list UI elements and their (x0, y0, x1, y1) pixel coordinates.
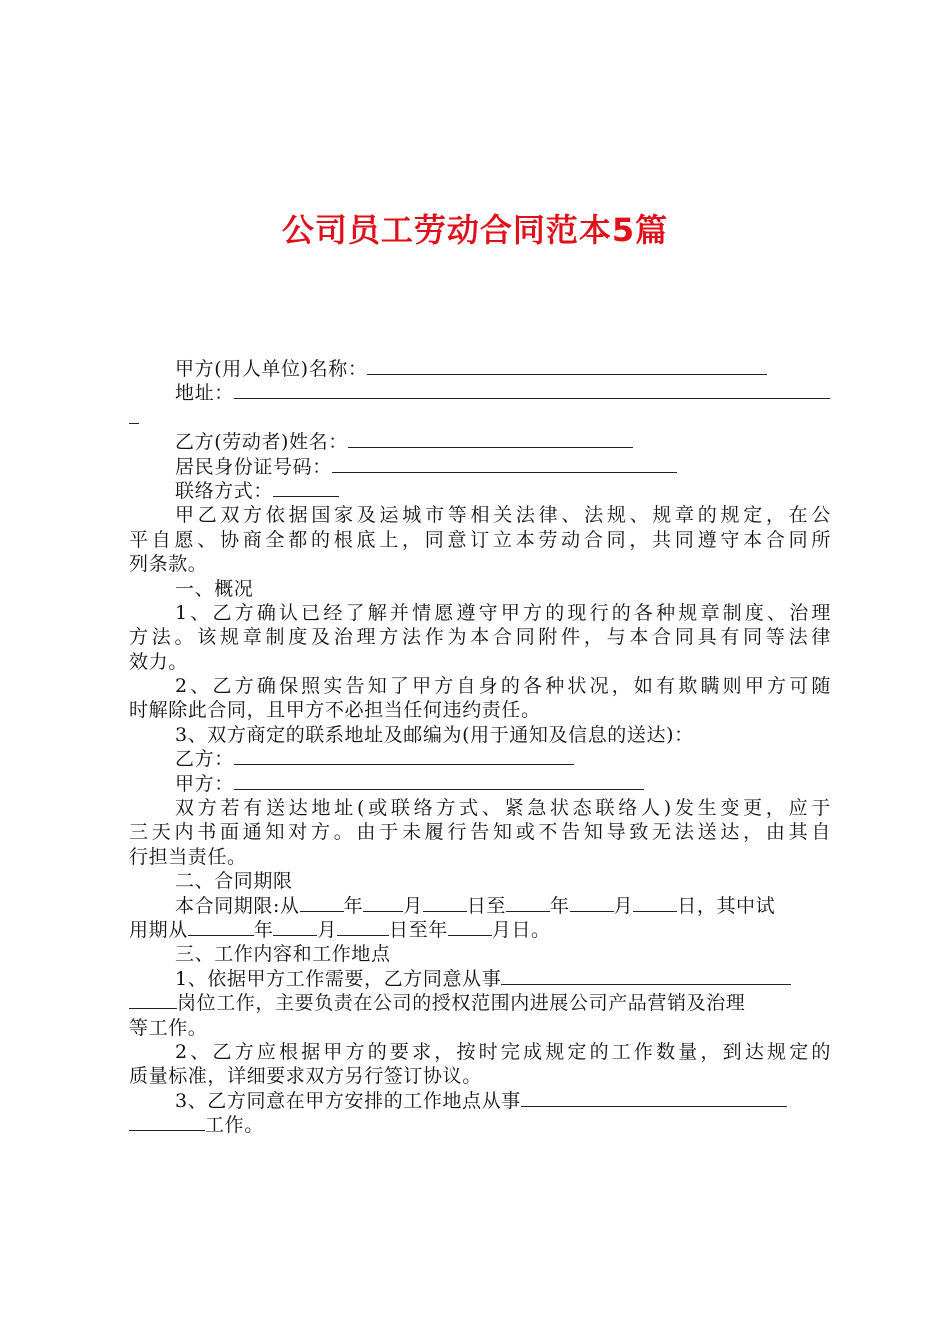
paragraph-line: 等工作。 (129, 1016, 208, 1039)
date-blank[interactable] (633, 894, 677, 912)
section-heading: 一、概况 (175, 577, 254, 600)
paragraph-line: 质量标准，详细要求双方另行签订协议。 (129, 1065, 482, 1088)
date-blank[interactable] (188, 918, 254, 936)
section-heading: 三、工作内容和工作地点 (175, 943, 391, 966)
address-blank-tail (129, 413, 139, 424)
date-blank[interactable] (423, 894, 467, 912)
paragraph-line: 2、乙方应根据甲方的要求，按时完成规定的工作数量，到达规定的 (175, 1040, 831, 1063)
date-blank[interactable] (506, 894, 550, 912)
duty-text: 1、依据甲方工作需要，乙方同意从事 (175, 967, 502, 990)
party-b-address-line (129, 747, 831, 771)
contact-label: 联络方式： (175, 479, 274, 502)
party-a-name-label: 甲方(用人单位)名称： (175, 358, 368, 380)
intro-line: 甲乙双方依据国家及运城市等相关法律、法规、规章的规定，在公 (175, 504, 831, 527)
party-a-name-line (129, 357, 831, 381)
date-blank[interactable] (363, 894, 403, 912)
contact-line (129, 479, 831, 503)
paragraph-line: 行担当责任。 (129, 845, 247, 868)
term-text: 日至年 (389, 918, 448, 941)
paragraph-line: 效力。 (129, 650, 188, 673)
section-heading: 二、合同期限 (175, 870, 293, 893)
paragraph-line: 2、乙方确保照实告知了甲方自身的各种状况，如有欺瞒则甲方可随 (175, 675, 831, 698)
term-line (129, 918, 831, 942)
party-a-address-line (129, 772, 831, 796)
workplace-blank[interactable] (521, 1089, 787, 1107)
party-a-address-blank[interactable] (234, 772, 644, 790)
paragraph-line (129, 967, 831, 991)
paragraph-line: 3、双方商定的联系地址及邮编为(用于通知及信息的送达)： (175, 723, 694, 746)
position-blank[interactable] (129, 991, 177, 1009)
party-b-name-label: 乙方(劳动者)姓名： (175, 431, 348, 454)
term-text: 日，其中试 (677, 894, 776, 917)
term-text: 日至 (466, 894, 507, 917)
id-number-blank[interactable] (332, 455, 677, 473)
term-text: 月 (317, 918, 338, 941)
workplace-blank[interactable] (129, 1113, 205, 1131)
paragraph-line: 双方若有送达地址(或联络方式、紧急状态联络人)发生变更，应于 (175, 797, 831, 820)
paragraph-line: 三天内书面通知对方。由于未履行告知或不告知导致无法送达，由其自 (129, 821, 831, 844)
term-line (129, 894, 831, 918)
duty-text: 岗位工作，主要负责在公司的授权范围内进展公司产品营销及治理 (177, 992, 746, 1015)
workplace-text: 工作。 (205, 1114, 264, 1137)
address-continuation (129, 406, 831, 430)
term-text: 年 (343, 894, 364, 917)
document-title: 公司员工劳动合同范本5篇 (281, 211, 669, 249)
party-b-address-label: 乙方： (175, 748, 234, 771)
date-blank[interactable] (448, 918, 492, 936)
party-a-address-label: 甲方： (175, 772, 234, 795)
workplace-text: 3、乙方同意在甲方安排的工作地点从事 (175, 1089, 521, 1112)
paragraph-line: 1、乙方确认已经了解并情愿遵守甲方的现行的各种规章制度、治理 (175, 601, 831, 624)
date-blank[interactable] (273, 918, 317, 936)
term-text: 月 (403, 894, 423, 917)
date-blank[interactable] (300, 894, 344, 912)
intro-line: 平自愿、协商全都的根底上，同意订立本劳动合同，共同遵守本合同所 (129, 528, 831, 551)
contract-body (129, 357, 831, 1138)
id-number-label: 居民身份证号码： (175, 455, 332, 478)
paragraph-line: 时解除此合同，且甲方不必担当任何违约责任。 (129, 699, 541, 722)
party-b-name-line (129, 430, 831, 454)
paragraph-line: 方法。该规章制度及治理方法作为本合同附件，与本合同具有同等法律 (129, 626, 831, 649)
position-blank[interactable] (501, 967, 791, 985)
party-b-address-blank[interactable] (234, 747, 574, 765)
paragraph-line (129, 1113, 831, 1137)
term-text: 年 (253, 918, 274, 941)
address-line (129, 381, 831, 405)
term-text: 本合同期限:从 (175, 894, 300, 917)
address-label: 地址： (175, 382, 234, 405)
intro-line: 列条款。 (129, 553, 208, 576)
term-text: 月日。 (491, 918, 551, 941)
contact-blank[interactable] (273, 479, 339, 497)
address-blank[interactable] (234, 381, 830, 399)
date-blank[interactable] (337, 918, 389, 936)
paragraph-line (129, 991, 831, 1015)
id-number-line (129, 455, 831, 479)
party-b-name-blank[interactable] (348, 430, 633, 448)
paragraph-line (129, 1089, 831, 1113)
term-text: 年 (550, 894, 570, 917)
date-blank[interactable] (570, 894, 614, 912)
party-a-name-blank[interactable] (367, 357, 767, 375)
term-text: 用期从 (129, 918, 188, 941)
term-text: 月 (613, 894, 634, 917)
